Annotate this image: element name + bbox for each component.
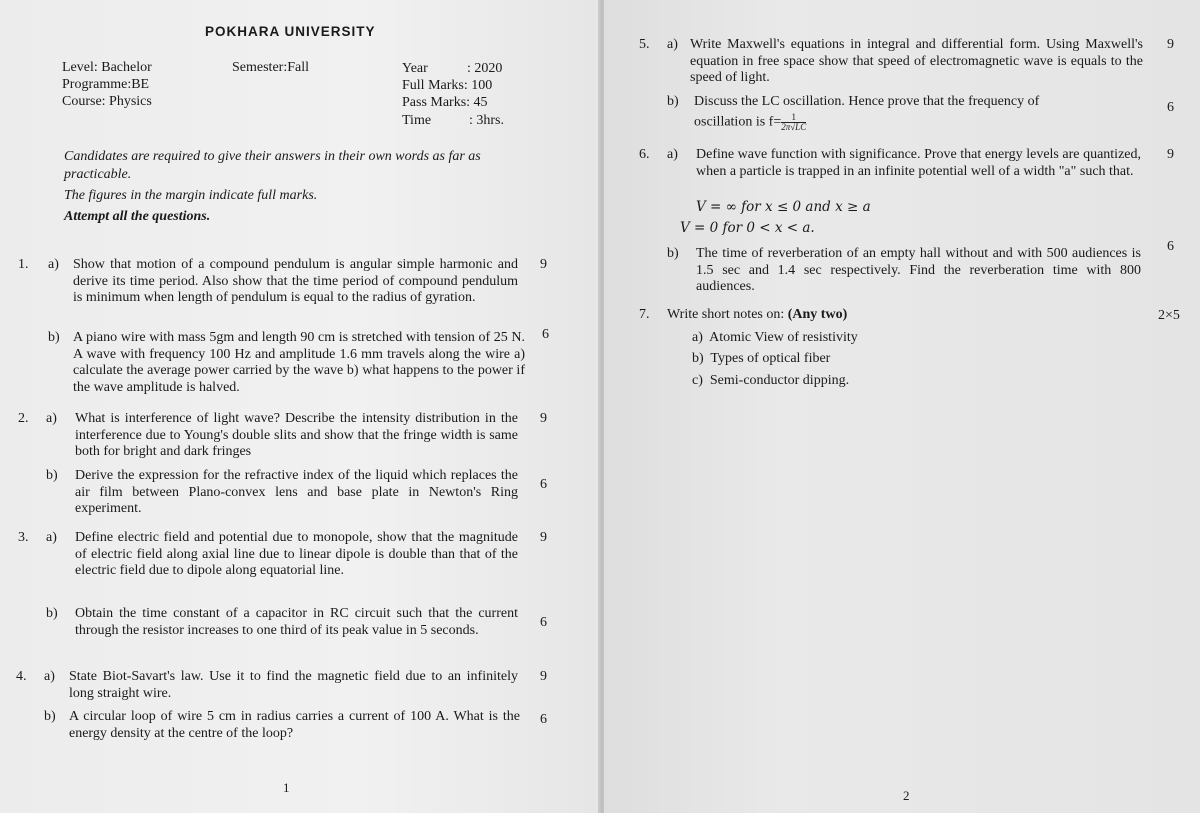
part-label: b) [44, 709, 56, 724]
marks-5a: 9 [1167, 37, 1174, 52]
part-label: b) [46, 468, 58, 483]
question-number: 7. [639, 307, 650, 322]
time-value: : 3hrs. [469, 113, 504, 128]
potential-equation-inside: V = 0 for 0 < x < a. [680, 220, 815, 236]
marks-6a: 9 [1167, 147, 1174, 162]
marks-2b: 6 [540, 477, 547, 492]
question-number: 1. [18, 257, 29, 272]
question-6a-text: Define wave function with significance. Prove that energy levels are quantized, when a particle is trapped in an infinite potential well of a width "a" such that. [696, 147, 1141, 179]
question-number: 4. [16, 669, 27, 684]
frequency-fraction [781, 113, 806, 132]
question-5b-text: Discuss the LC oscillation. Hence prove that the frequency of [694, 94, 1040, 109]
question-6b-text: The time of reverberation of an empty hall without and with 500 audiences is 1.5 sec and 1.4 sec respectively. Find the reverberation time with 800 audiences. [696, 246, 1141, 294]
part-label: b) [667, 246, 679, 261]
university-title: POKHARA UNIVERSITY [205, 24, 376, 39]
question-2b-text: Derive the expression for the refractive index of the liquid which replaces the air film between Plano-convex lens and base plate in Newton's Ring experiment. [75, 468, 518, 516]
marks-4a: 9 [540, 669, 547, 684]
part-label: a) [48, 257, 59, 272]
marks-5b: 6 [1167, 100, 1174, 115]
marks-1b: 6 [542, 327, 549, 342]
item-text: Semi-conductor dipping. [709, 373, 850, 388]
part-label: a) [46, 411, 57, 426]
part-label: a) [44, 669, 55, 684]
question-5b-text-cont: oscillation is f= [694, 114, 782, 130]
semester-label: Semester:Fall [232, 60, 309, 75]
marks-3a: 9 [540, 530, 547, 545]
question-7-prompt: Write short notes on: [667, 307, 788, 322]
list-item [692, 373, 849, 390]
question-1a-text: Show that motion of a compound pendulum is angular simple harmonic and derive its time period. Also show that the time period of compound pendulum is minimum when length of pendulum is equal to the radius of gyration. [73, 257, 518, 305]
part-label: b) [667, 94, 679, 109]
item-label: a) [692, 330, 703, 345]
question-4b-text: A circular loop of wire 5 cm in radius carries a current of 100 A. What is the energy density at the centre of the loop? [69, 709, 520, 741]
marks-7: 2×5 [1158, 308, 1180, 323]
item-text: Atomic View of resistivity [709, 330, 858, 345]
item-label: b) [692, 351, 704, 366]
level-label: Level: Bachelor [62, 60, 152, 75]
instruction-answer-own-words: Candidates are required to give their answers in their own words as far as practicable. [64, 149, 481, 182]
question-2a-text: What is interference of light wave? Describe the intensity distribution in the interference due to Young's double slits and show that the fringe width is same both for bright and dark fringes [75, 411, 518, 459]
pass-marks: Pass Marks: 45 [402, 95, 488, 110]
fraction-denominator: 2π√LC [781, 122, 807, 132]
item-label: c) [692, 373, 703, 388]
course-label: Course: Physics [62, 94, 152, 109]
exam-page-2 [604, 0, 1200, 813]
page-number: 2 [903, 788, 910, 803]
year-value: : 2020 [467, 61, 503, 76]
marks-4b: 6 [540, 712, 547, 727]
marks-1a: 9 [540, 257, 547, 272]
item-text: Types of optical fiber [710, 351, 831, 366]
question-7-text [667, 307, 847, 324]
question-1b-text: A piano wire with mass 5gm and length 90 cm is stretched with tension of 25 N. A wave with frequency 100 Hz and amplitude 1.6 mm travels along the wire a) calculate the average power carried by the wave b) what happens to the power if the wave amplitude is halved. [73, 330, 525, 395]
question-4a-text: State Biot-Savart's law. Use it to find the magnetic field due to an infinitely long straight wire. [69, 669, 518, 701]
page-number: 1 [283, 780, 290, 795]
part-label: a) [667, 37, 678, 52]
year-label: Year [402, 61, 428, 76]
question-number: 2. [18, 411, 29, 426]
instruction-margin-marks: The figures in the margin indicate full marks. [64, 188, 318, 203]
full-marks: Full Marks: 100 [402, 78, 493, 93]
question-number: 5. [639, 37, 650, 52]
part-label: a) [667, 147, 678, 162]
instruction-attempt-all: Attempt all the questions. [64, 209, 211, 224]
question-5b-formula [694, 113, 806, 132]
part-label: b) [48, 330, 60, 345]
marks-6b: 6 [1167, 239, 1174, 254]
part-label: b) [46, 606, 58, 621]
question-7-choice: (Any two) [787, 307, 848, 322]
part-label: a) [46, 530, 57, 545]
question-5a-text: Write Maxwell's equations in integral and differential form. Using Maxwell's equation in free space show that speed of electromagnetic wave is equals to the speed of light. [690, 37, 1143, 85]
fraction-numerator: 1 [781, 113, 806, 123]
question-3a-text: Define electric field and potential due to monopole, show that the magnitude of electric field along axial line due to linear dipole is double than that of the electric field due to dipole along equatorial line. [75, 530, 518, 578]
list-item [692, 351, 830, 368]
question-3b-text: Obtain the time constant of a capacitor in RC circuit such that the current through the resistor increases to one third of its peak value in 5 seconds. [75, 606, 518, 638]
time-label: Time [402, 113, 432, 128]
potential-equation-outside: V = ∞ for x ≤ 0 and x ≥ a [696, 199, 871, 215]
programme-label: Programme:BE [62, 77, 150, 92]
marks-2a: 9 [540, 411, 547, 426]
list-item [692, 330, 858, 347]
question-number: 3. [18, 530, 29, 545]
marks-3b: 6 [540, 615, 547, 630]
question-number: 6. [639, 147, 650, 162]
